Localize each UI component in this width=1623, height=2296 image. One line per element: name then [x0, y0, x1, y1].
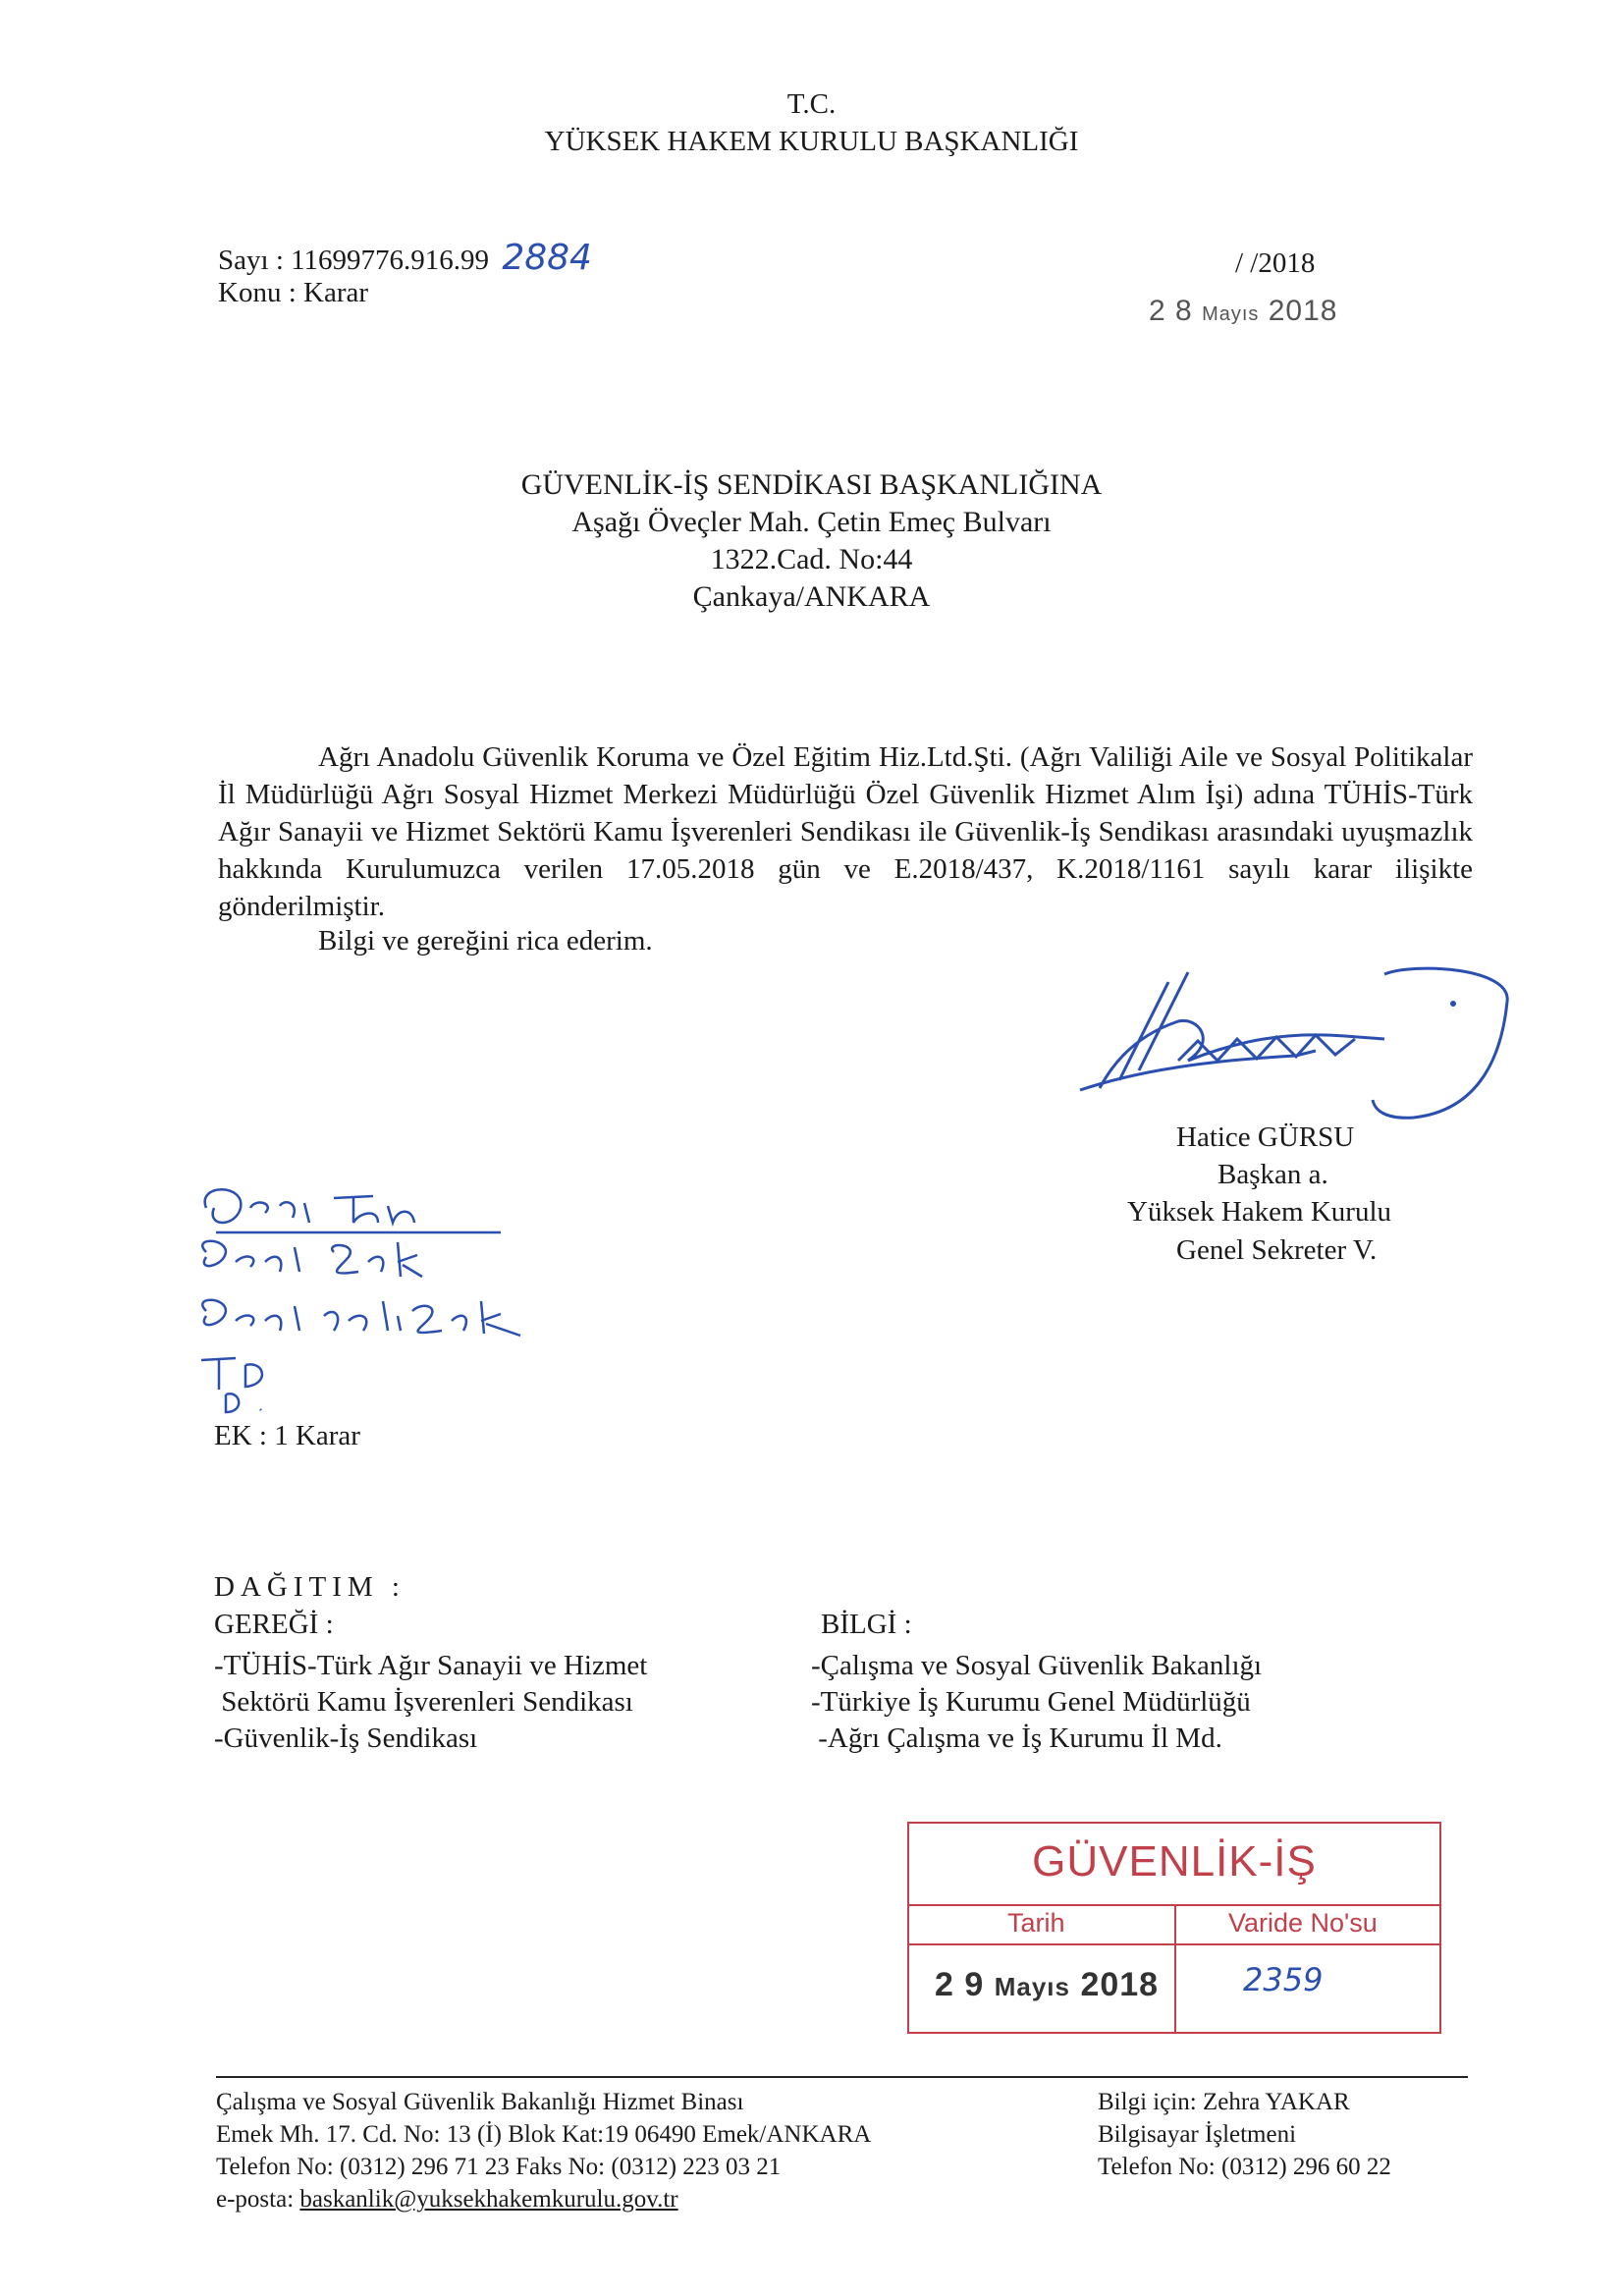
sayi-handwritten-number: 2884 — [502, 238, 592, 278]
geregi-label: GEREĞİ : — [214, 1609, 334, 1640]
date-stamp-year: 2018 — [1268, 295, 1338, 327]
signatory-name: Hatice GÜRSU — [1176, 1121, 1355, 1153]
addressee-line: Aşağı Öveçler Mah. Çetin Emeç Bulvarı — [571, 506, 1052, 538]
stamp-number-label: Varide No'su — [1228, 1908, 1378, 1938]
signatory-org: Yüksek Hakem Kurulu — [1127, 1196, 1392, 1228]
geregi-item: -Güvenlik-İş Sendikası — [214, 1722, 478, 1754]
signatory-position: Genel Sekreter V. — [1176, 1234, 1378, 1266]
attachment-line: EK : 1 Karar — [214, 1420, 360, 1451]
bilgi-item: -Ağrı Çalışma ve İş Kurumu İl Md. — [811, 1722, 1222, 1754]
stamp-title: GÜVENLİK-İŞ — [1032, 1837, 1317, 1886]
date-stamp-day: 2 8 — [1149, 295, 1193, 327]
date-stamp — [1149, 295, 1338, 328]
stamp-date-day: 2 9 — [935, 1966, 985, 2003]
bilgi-item: -Çalışma ve Sosyal Güvenlik Bakanlığı — [811, 1650, 1263, 1681]
geregi-item: -TÜHİS-Türk Ağır Sanayii ve Hizmet — [214, 1650, 648, 1681]
footer-contact-line: Bilgi için: Zehra YAKAR — [1098, 2089, 1350, 2115]
footer-right — [1098, 2086, 1391, 2183]
stamp-date-month: Mayıs — [994, 1972, 1070, 2001]
header-republic: T.C. — [786, 88, 837, 120]
stamp-date — [935, 1966, 1159, 2004]
addressee-line: 1322.Cad. No:44 — [710, 543, 913, 575]
konu-line: Konu : Karar — [218, 277, 369, 308]
sayi-label: Sayı — [218, 245, 269, 276]
addressee-line: GÜVENLİK-İŞ SENDİKASI BAŞKANLIĞINA — [520, 468, 1103, 501]
geregi-item: Sektörü Kamu İşverenleri Sendikası — [214, 1686, 633, 1718]
receipt-stamp — [907, 1822, 1441, 2034]
stamp-date-year: 2018 — [1080, 1966, 1160, 2003]
geregi-list — [214, 1648, 647, 1757]
addressee-block — [0, 466, 1623, 616]
footer-email-line — [216, 2183, 871, 2215]
signatory-title: Başkan a. — [1217, 1159, 1328, 1190]
footer-address-line: Çalışma ve Sosyal Güvenlik Bakanlığı Hizmet Binası — [216, 2089, 744, 2115]
bilgi-item: -Türkiye İş Kurumu Genel Müdürlüğü — [811, 1686, 1251, 1718]
footer-left — [216, 2086, 871, 2215]
footer-email-label: e-posta: — [216, 2186, 295, 2213]
handwritten-note — [187, 1178, 560, 1414]
footer-contact-line: Bilgisayar İşletmeni — [1098, 2121, 1297, 2148]
body-closing: Bilgi ve gereğini rica ederim. — [318, 925, 653, 957]
footer-contact-line: Telefon No: (0312) 296 60 22 — [1098, 2154, 1391, 2180]
date-stamp-month: Mayıs — [1202, 303, 1260, 325]
sayi-value: 11699776.916.99 — [291, 245, 490, 276]
header-organization: YÜKSEK HAKEM KURULU BAŞKANLIĞI — [544, 126, 1079, 157]
footer-address-line: Emek Mh. 17. Cd. No: 13 (İ) Blok Kat:19 06490 Emek/ANKARA — [216, 2121, 872, 2148]
addressee-line: Çankaya/ANKARA — [692, 580, 931, 613]
distribution-heading: DAĞITIM : — [214, 1571, 406, 1603]
konu-label: Konu — [218, 277, 282, 308]
bilgi-label: BİLGİ : — [821, 1609, 912, 1640]
konu-value: Karar — [303, 277, 369, 308]
signature-scribble — [1060, 962, 1551, 1129]
date-line: / /2018 — [1235, 247, 1316, 279]
body-paragraph: Ağrı Anadolu Güvenlik Koruma ve Özel Eğitim Hiz.Ltd.Şti. (Ağrı Valiliği Aile ve Sosyal Politikalar İl Müdürlüğü Ağrı Sosyal Hizmet Merkezi Müdürlüğü Özel Güvenlik Hizmet Alım İşi) adına TÜHİS-Türk Ağır Sanayii ve Hizmet Sektörü Kamu İşverenleri Sendikası ile Güvenlik-İş Sendikası arasındaki uyuşmazlık hakkında Kurulumuzca verilen 17.05.2018 gün ve E.2018/437, K.2018/1161 sayılı karar ilişikte gönderilmiştir. — [218, 741, 1473, 922]
bilgi-list — [811, 1648, 1262, 1757]
stamp-number: 2359 — [1243, 1961, 1324, 1998]
stamp-date-label: Tarih — [1007, 1908, 1065, 1938]
sayi-line: Sayı : 11699776.916.99 2884 — [218, 238, 592, 278]
footer-phone-line: Telefon No: (0312) 296 71 23 Faks No: (0312) 223 03 21 — [216, 2154, 782, 2180]
footer-rule — [216, 2076, 1468, 2078]
footer-email-link[interactable]: baskanlik@yuksekhakemkurulu.gov.tr — [299, 2186, 678, 2213]
stamp-divider — [1174, 1904, 1176, 2034]
